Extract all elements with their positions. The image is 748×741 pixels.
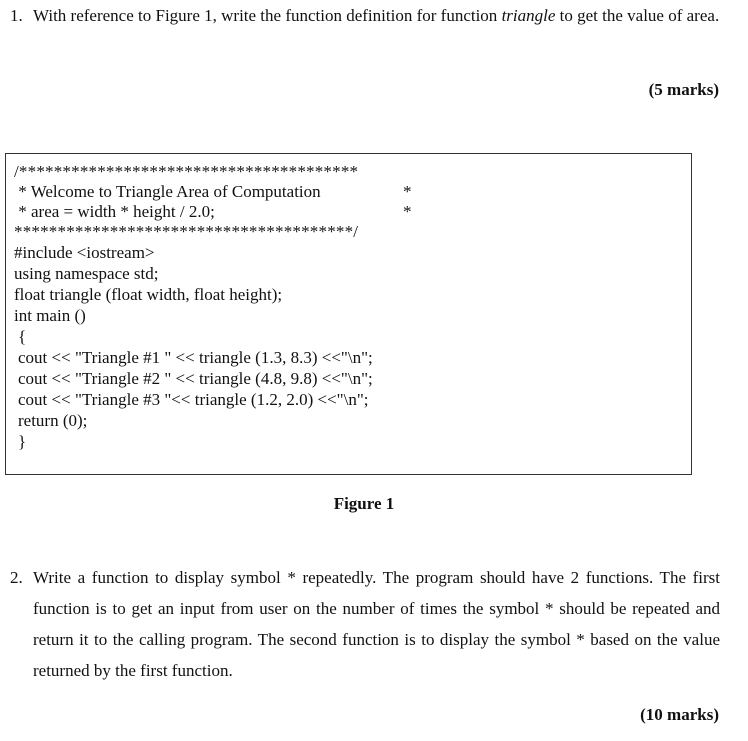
code-line-8: int main () [14,306,86,325]
code-line-6: using namespace std; [14,264,159,283]
question-1-text [33,1,720,31]
code-line-11: cout << "Triangle #2 " << triangle (4.8, 9.8) <<"\n"; [18,369,373,388]
code-line-12: cout << "Triangle #3 "<< triangle (1.2, 2.0) <<"\n"; [18,390,369,409]
code-line-14: } [18,432,27,451]
code-star-right-2: * [403,202,412,221]
code-line-13: return (0); [18,411,88,430]
question-1-text-after: to get the value of area. [555,6,720,25]
question-2-marks: (10 marks) [640,705,719,724]
question-1-number: 1. [10,6,23,25]
question-1-text-before: With reference to Figure 1, write the function definition for function [33,6,502,25]
code-star-right-1: * [403,182,412,201]
code-line-1: /*************************************** [14,162,359,181]
code-line-2: * Welcome to Triangle Area of Computation [14,182,321,201]
figure-1-caption: Figure 1 [333,494,395,513]
figure-1-code-box [5,153,692,475]
code-line-7: float triangle (float width, float height); [14,285,283,304]
code-line-10: cout << "Triangle #1 " << triangle (1.3, 8.3) <<"\n"; [18,348,373,367]
code-line-5: #include <iostream> [14,243,155,262]
question-1 [10,1,720,31]
question-2-number: 2. [10,568,23,587]
code-line-3: * area = width * height / 2.0; [14,202,215,221]
question-2-text: Write a function to display symbol * repeatedly. The program should have 2 functions. The first function is to get an input from user on the number of times the symbol * should be repeated and return it to the calling program. The second function is to display the symbol * based on the value returned by the first function. [33,568,720,680]
question-2 [10,562,720,686]
question-1-function-name: triangle [501,6,556,25]
question-1-marks: (5 marks) [648,80,719,99]
code-line-4: ***************************************/ [14,222,359,241]
code-line-9: { [18,327,27,346]
